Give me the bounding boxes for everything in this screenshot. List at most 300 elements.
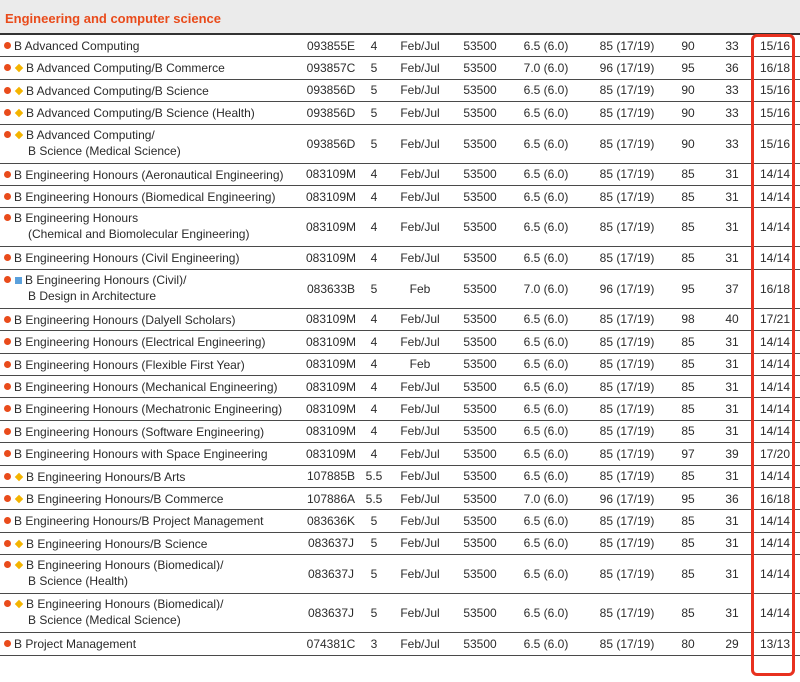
program-name: [4, 425, 264, 439]
atar-score: 85 (17/19): [599, 469, 655, 484]
intake: Feb/Jul: [400, 61, 440, 76]
atar-score: 85 (17/19): [599, 536, 655, 551]
program-name: [4, 106, 255, 120]
atar-score: 85 (17/19): [599, 424, 655, 439]
program-name-line: B Engineering Honours (Dalyell Scholars): [14, 312, 236, 327]
table-row: [0, 102, 800, 124]
intake: Feb/Jul: [400, 446, 440, 461]
course-code: 083109M: [305, 402, 357, 417]
ielts-score: 6.5 (6.0): [523, 536, 569, 551]
atar-score: 96 (17/19): [599, 281, 655, 296]
cricos-code: 53500: [463, 334, 497, 349]
highlighted-score: 14/14: [759, 424, 791, 439]
duration: 4: [370, 424, 378, 439]
gpa-score: 95: [681, 61, 695, 76]
duration: 5.5: [365, 491, 383, 506]
diamond-icon: [15, 600, 23, 608]
gpa-score: 85: [681, 334, 695, 349]
ielts-score: 6.5 (6.0): [523, 446, 569, 461]
duration: 5: [370, 83, 378, 98]
intake: Feb/Jul: [400, 251, 440, 266]
atar-score: 85 (17/19): [599, 567, 655, 582]
program-name-line: B Engineering Honours (Biomedical)/: [26, 597, 224, 612]
intake: Feb/Jul: [400, 189, 440, 204]
program-name-line: B Science (Medical Science): [28, 143, 181, 158]
intake: Feb/Jul: [400, 334, 440, 349]
program-name-line: B Science (Medical Science): [28, 613, 181, 628]
highlighted-score: 14/14: [759, 606, 791, 621]
duration: 4: [370, 38, 378, 53]
atar-score: 85 (17/19): [599, 606, 655, 621]
cricos-code: 53500: [463, 469, 497, 484]
circle-icon: [4, 109, 11, 116]
atar-score: 96 (17/19): [599, 491, 655, 506]
diamond-icon: [15, 495, 23, 503]
program-name: [4, 168, 284, 182]
program-name-line: B Engineering Honours with Space Engineering: [14, 447, 268, 462]
course-code: 083633B: [306, 281, 356, 296]
ielts-score: 6.5 (6.0): [523, 105, 569, 120]
circle-icon: [4, 640, 11, 647]
duration: 5: [370, 281, 378, 296]
gpa-score: 90: [681, 105, 695, 120]
highlighted-score: 14/14: [759, 536, 791, 551]
program-name: [4, 335, 265, 349]
ib-score: 36: [725, 61, 739, 76]
program-name-line: B Engineering Honours/B Arts: [26, 469, 186, 484]
duration: 5: [370, 61, 378, 76]
gpa-score: 95: [681, 281, 695, 296]
table-row: [0, 376, 800, 398]
intake: Feb/Jul: [400, 491, 440, 506]
course-code: 083109M: [305, 167, 357, 182]
program-name: [4, 447, 268, 461]
ielts-score: 6.5 (6.0): [523, 469, 569, 484]
cricos-code: 53500: [463, 220, 497, 235]
ib-score: 31: [725, 357, 739, 372]
table-row: [0, 164, 800, 186]
ielts-score: 6.5 (6.0): [523, 83, 569, 98]
circle-icon: [4, 450, 11, 457]
circle-icon: [4, 254, 11, 261]
cricos-code: 53500: [463, 536, 497, 551]
ielts-score: 6.5 (6.0): [523, 424, 569, 439]
program-name-line: B Advanced Computing/B Science (Health): [26, 106, 255, 121]
circle-icon: [4, 428, 11, 435]
intake: Feb/Jul: [400, 167, 440, 182]
table-row: [0, 488, 800, 510]
circle-icon: [4, 316, 11, 323]
gpa-score: 85: [681, 189, 695, 204]
highlighted-score: 14/14: [759, 189, 791, 204]
ib-score: 31: [725, 402, 739, 417]
gpa-score: 85: [681, 357, 695, 372]
diamond-icon: [15, 109, 23, 117]
course-code: 083637J: [307, 606, 355, 621]
program-name: [4, 128, 181, 158]
program-name-line: (Chemical and Biomolecular Engineering): [28, 227, 250, 242]
diamond-icon: [15, 561, 23, 569]
ielts-score: 6.5 (6.0): [523, 606, 569, 621]
circle-icon: [4, 87, 11, 94]
program-name: [4, 273, 186, 303]
atar-score: 85 (17/19): [599, 220, 655, 235]
intake: Feb/Jul: [400, 567, 440, 582]
ielts-score: 6.5 (6.0): [523, 167, 569, 182]
intake: Feb/Jul: [400, 536, 440, 551]
program-name: [4, 537, 207, 551]
ib-score: 31: [725, 189, 739, 204]
table-row: [0, 510, 800, 532]
duration: 5: [370, 514, 378, 529]
course-code: 107886A: [306, 491, 356, 506]
circle-icon: [4, 193, 11, 200]
atar-score: 85 (17/19): [599, 105, 655, 120]
atar-score: 85 (17/19): [599, 83, 655, 98]
highlighted-score: 15/16: [759, 83, 791, 98]
intake: Feb/Jul: [400, 606, 440, 621]
ielts-score: 6.5 (6.0): [523, 312, 569, 327]
cricos-code: 53500: [463, 251, 497, 266]
ib-score: 33: [725, 38, 739, 53]
highlighted-score: 16/18: [759, 281, 791, 296]
program-name: [4, 514, 263, 528]
course-code: 107885B: [306, 469, 356, 484]
circle-icon: [4, 405, 11, 412]
cricos-code: 53500: [463, 402, 497, 417]
ib-score: 31: [725, 251, 739, 266]
duration: 4: [370, 312, 378, 327]
table-row: [0, 466, 800, 488]
table-row: [0, 421, 800, 443]
atar-score: 85 (17/19): [599, 446, 655, 461]
gpa-score: 90: [681, 83, 695, 98]
duration: 4: [370, 220, 378, 235]
ielts-score: 6.5 (6.0): [523, 567, 569, 582]
cricos-code: 53500: [463, 136, 497, 151]
program-name: [4, 470, 185, 484]
circle-icon: [4, 600, 11, 607]
ielts-score: 6.5 (6.0): [523, 220, 569, 235]
program-name: [4, 39, 139, 53]
program-name: [4, 84, 209, 98]
circle-icon: [4, 214, 11, 221]
table-row: [0, 354, 800, 376]
program-name: [4, 61, 225, 75]
circle-icon: [4, 42, 11, 49]
atar-score: 85 (17/19): [599, 38, 655, 53]
course-code: 093856D: [306, 83, 356, 98]
course-code: 083637J: [307, 536, 355, 551]
course-code: 083109M: [305, 251, 357, 266]
intake: Feb/Jul: [400, 136, 440, 151]
circle-icon: [4, 338, 11, 345]
program-name-line: B Advanced Computing/: [26, 127, 155, 142]
diamond-icon: [15, 472, 23, 480]
table-row: [0, 57, 800, 79]
highlighted-score: 15/16: [759, 136, 791, 151]
table-row: [0, 443, 800, 465]
table-row: [0, 533, 800, 555]
gpa-score: 85: [681, 536, 695, 551]
table-row: [0, 270, 800, 309]
ib-score: 31: [725, 536, 739, 551]
cricos-code: 53500: [463, 357, 497, 372]
course-code: 083636K: [306, 514, 356, 529]
intake: Feb/Jul: [400, 38, 440, 53]
program-name-line: B Engineering Honours (Aeronautical Engineering): [14, 167, 284, 182]
program-name: [4, 492, 223, 506]
ib-score: 36: [725, 491, 739, 506]
program-name-line: B Engineering Honours/B Science: [26, 536, 208, 551]
ielts-score: 7.0 (6.0): [523, 491, 569, 506]
gpa-score: 90: [681, 136, 695, 151]
duration: 5: [370, 567, 378, 582]
ib-score: 31: [725, 334, 739, 349]
cricos-code: 53500: [463, 491, 497, 506]
intake: Feb/Jul: [400, 469, 440, 484]
ib-score: 31: [725, 567, 739, 582]
duration: 5: [370, 105, 378, 120]
course-code: 074381C: [306, 636, 356, 651]
program-name-line: B Engineering Honours: [14, 211, 139, 226]
atar-score: 85 (17/19): [599, 189, 655, 204]
row-divider: [0, 655, 800, 656]
ib-score: 37: [725, 281, 739, 296]
highlighted-score: 14/14: [759, 514, 791, 529]
cricos-code: 53500: [463, 83, 497, 98]
course-code: 083637J: [307, 567, 355, 582]
highlighted-score: 14/14: [759, 402, 791, 417]
circle-icon: [4, 276, 11, 283]
duration: 5: [370, 606, 378, 621]
table-row: [0, 331, 800, 353]
atar-score: 85 (17/19): [599, 357, 655, 372]
ielts-score: 6.5 (6.0): [523, 334, 569, 349]
ib-score: 29: [725, 636, 739, 651]
table-row: [0, 309, 800, 331]
circle-icon: [4, 495, 11, 502]
table-row: [0, 35, 800, 57]
atar-score: 85 (17/19): [599, 636, 655, 651]
circle-icon: [4, 561, 11, 568]
highlighted-score: 17/20: [759, 446, 791, 461]
gpa-score: 85: [681, 606, 695, 621]
course-code: 083109M: [305, 220, 357, 235]
ib-score: 33: [725, 136, 739, 151]
gpa-score: 80: [681, 636, 695, 651]
course-code: 093856D: [306, 105, 356, 120]
program-name-line: B Science (Health): [28, 574, 129, 589]
ib-score: 31: [725, 379, 739, 394]
circle-icon: [4, 473, 11, 480]
section-header: [0, 0, 800, 33]
intake: Feb/Jul: [400, 424, 440, 439]
atar-score: 85 (17/19): [599, 136, 655, 151]
ielts-score: 6.5 (6.0): [523, 189, 569, 204]
duration: 4: [370, 379, 378, 394]
ib-score: 31: [725, 424, 739, 439]
cricos-code: 53500: [463, 167, 497, 182]
program-name-line: B Engineering Honours (Civil Engineering): [14, 251, 240, 266]
gpa-score: 85: [681, 424, 695, 439]
highlighted-score: 14/14: [759, 379, 791, 394]
ielts-score: 6.5 (6.0): [523, 38, 569, 53]
cricos-code: 53500: [463, 567, 497, 582]
intake: Feb/Jul: [400, 105, 440, 120]
atar-score: 85 (17/19): [599, 379, 655, 394]
table-row: [0, 186, 800, 208]
program-name: [4, 313, 235, 327]
duration: 5.5: [365, 469, 383, 484]
intake: Feb/Jul: [400, 636, 440, 651]
table-row: [0, 208, 800, 247]
table-row: [0, 555, 800, 594]
intake: Feb/Jul: [400, 379, 440, 394]
course-code: 083109M: [305, 424, 357, 439]
atar-score: 85 (17/19): [599, 312, 655, 327]
course-code: 083109M: [305, 312, 357, 327]
ielts-score: 6.5 (6.0): [523, 379, 569, 394]
highlighted-score: 17/21: [759, 312, 791, 327]
ib-score: 31: [725, 469, 739, 484]
course-code: 083109M: [305, 334, 357, 349]
circle-icon: [4, 64, 11, 71]
highlighted-score: 14/14: [759, 469, 791, 484]
program-name-line: B Engineering Honours (Software Engineering): [14, 424, 265, 439]
ielts-score: 7.0 (6.0): [523, 281, 569, 296]
atar-score: 85 (17/19): [599, 167, 655, 182]
course-code: 093857C: [306, 61, 356, 76]
intake: Feb/Jul: [400, 514, 440, 529]
cricos-code: 53500: [463, 379, 497, 394]
intake: Feb/Jul: [400, 220, 440, 235]
program-name: [4, 358, 245, 372]
program-name-line: B Engineering Honours/B Commerce: [26, 492, 224, 506]
ielts-score: 7.0 (6.0): [523, 61, 569, 76]
intake: Feb: [409, 357, 431, 372]
highlighted-score: 14/14: [759, 567, 791, 582]
cricos-code: 53500: [463, 312, 497, 327]
ib-score: 33: [725, 83, 739, 98]
cricos-code: 53500: [463, 38, 497, 53]
program-name: [4, 211, 249, 241]
duration: 4: [370, 251, 378, 266]
table-row: [0, 594, 800, 633]
program-name-line: B Advanced Computing/B Commerce: [26, 61, 225, 76]
program-name: [4, 637, 136, 651]
program-name: [4, 190, 275, 204]
ib-score: 40: [725, 312, 739, 327]
atar-score: 85 (17/19): [599, 514, 655, 529]
ib-score: 31: [725, 514, 739, 529]
program-name: [4, 380, 277, 394]
atar-score: 85 (17/19): [599, 402, 655, 417]
program-name-line: B Engineering Honours (Flexible First Year): [14, 357, 245, 372]
highlighted-score: 14/14: [759, 167, 791, 182]
diamond-icon: [15, 540, 23, 548]
program-name: [4, 402, 282, 416]
course-code: 093855E: [306, 38, 356, 53]
highlighted-score: 15/16: [759, 105, 791, 120]
ielts-score: 6.5 (6.0): [523, 514, 569, 529]
program-name-line: B Project Management: [14, 637, 137, 652]
cricos-code: 53500: [463, 424, 497, 439]
duration: 4: [370, 357, 378, 372]
duration: 4: [370, 446, 378, 461]
duration: 4: [370, 334, 378, 349]
course-code: 083109M: [305, 189, 357, 204]
gpa-score: 85: [681, 567, 695, 582]
gpa-score: 85: [681, 220, 695, 235]
gpa-score: 97: [681, 446, 695, 461]
ib-score: 31: [725, 220, 739, 235]
ib-score: 33: [725, 105, 739, 120]
gpa-score: 85: [681, 251, 695, 266]
diamond-icon: [15, 87, 23, 95]
column-highlight-box: [751, 34, 795, 676]
program-name-line: B Engineering Honours (Biomedical)/: [26, 558, 224, 573]
circle-icon: [4, 383, 11, 390]
section-title: Engineering and computer science: [5, 11, 221, 26]
highlighted-score: 14/14: [759, 334, 791, 349]
highlighted-score: 14/14: [759, 251, 791, 266]
course-code: 083109M: [305, 357, 357, 372]
ielts-score: 6.5 (6.0): [523, 136, 569, 151]
cricos-code: 53500: [463, 105, 497, 120]
cricos-code: 53500: [463, 281, 497, 296]
ib-score: 39: [725, 446, 739, 461]
gpa-score: 85: [681, 469, 695, 484]
duration: 4: [370, 402, 378, 417]
program-name-line: B Engineering Honours/B Project Management: [14, 514, 264, 529]
intake: Feb/Jul: [400, 402, 440, 417]
program-name-line: B Engineering Honours (Biomedical Engineering): [14, 190, 276, 204]
program-name: [4, 558, 223, 588]
program-name-line: B Engineering Honours (Electrical Engineering): [14, 335, 266, 350]
highlighted-score: 16/18: [759, 61, 791, 76]
highlighted-score: 16/18: [759, 491, 791, 506]
intake: Feb: [409, 281, 431, 296]
duration: 5: [370, 136, 378, 151]
table-row: [0, 247, 800, 269]
gpa-score: 85: [681, 402, 695, 417]
cricos-code: 53500: [463, 606, 497, 621]
cricos-code: 53500: [463, 189, 497, 204]
ib-score: 31: [725, 167, 739, 182]
gpa-score: 95: [681, 491, 695, 506]
table-row: [0, 398, 800, 420]
course-code: 083109M: [305, 446, 357, 461]
program-name-line: B Advanced Computing/B Science: [26, 83, 209, 98]
atar-score: 85 (17/19): [599, 334, 655, 349]
ielts-score: 6.5 (6.0): [523, 636, 569, 651]
program-name: [4, 251, 239, 265]
gpa-score: 98: [681, 312, 695, 327]
program-name-line: B Engineering Honours (Civil)/: [25, 272, 187, 287]
intake: Feb/Jul: [400, 83, 440, 98]
highlighted-score: 13/13: [759, 636, 791, 651]
ib-score: 31: [725, 606, 739, 621]
atar-score: 85 (17/19): [599, 251, 655, 266]
gpa-score: 85: [681, 514, 695, 529]
gpa-score: 85: [681, 167, 695, 182]
program-name-line: B Advanced Computing: [14, 39, 140, 53]
duration: 3: [370, 636, 378, 651]
circle-icon: [4, 361, 11, 368]
duration: 4: [370, 167, 378, 182]
gpa-score: 90: [681, 38, 695, 53]
